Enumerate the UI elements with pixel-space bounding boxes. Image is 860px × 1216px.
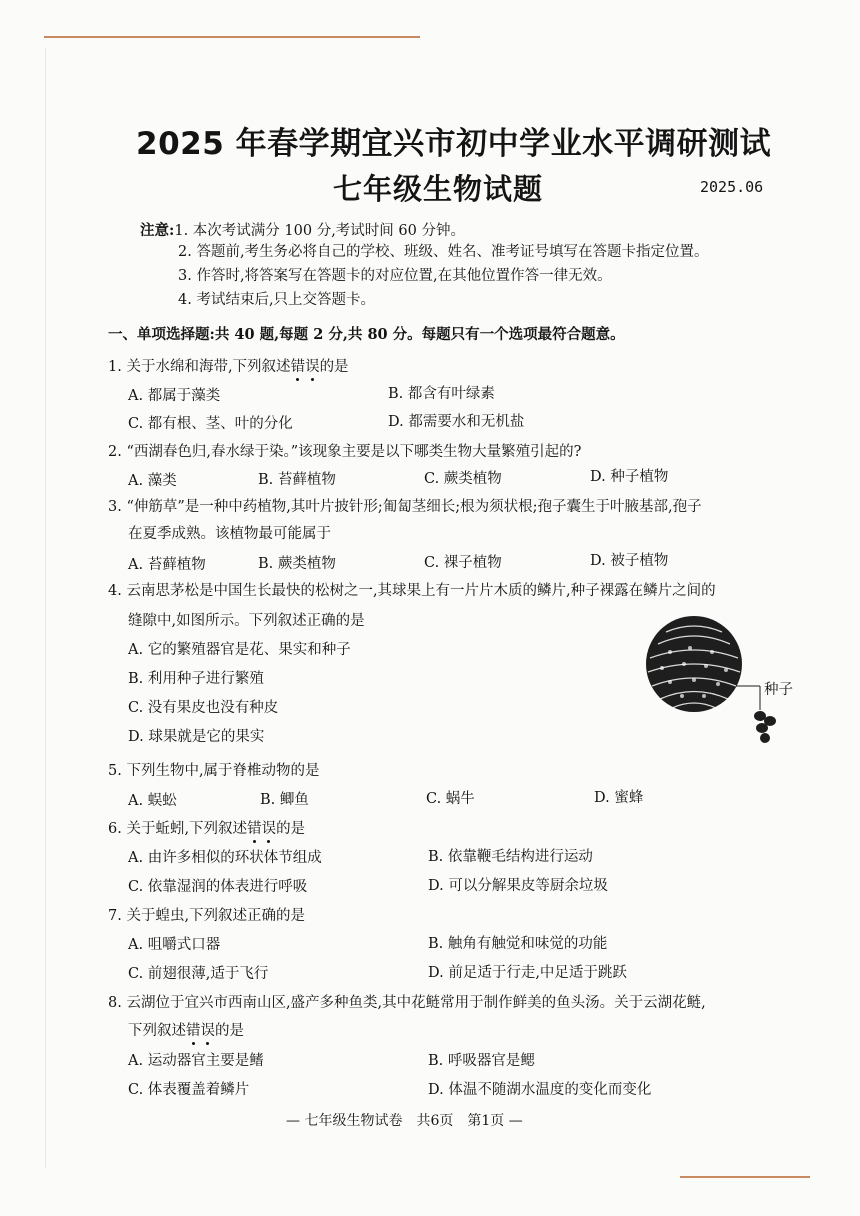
option: D. 被子植物 [590, 553, 669, 569]
figure-label-seed: 种子 [764, 682, 793, 698]
notes-block [140, 219, 465, 240]
question-stem: 6. 关于蚯蚓,下列叙述错误的是 [108, 817, 305, 838]
exam-date: 2025.06 [700, 178, 764, 196]
option: A. 运动器官主要是鳍 [128, 1053, 264, 1069]
option: B. 利用种子进行繁殖 [128, 671, 264, 687]
scan-shadow [45, 48, 46, 1168]
option: B. 依靠鞭毛结构进行运动 [428, 849, 593, 865]
scan-edge-mark [680, 1176, 810, 1178]
note-item: 2. 答题前,考生务必将自己的学校、班级、姓名、准考证号填写在答题卡指定位置。 [178, 244, 709, 260]
option: D. 可以分解果皮等厨余垃圾 [428, 878, 608, 894]
question-stem: 8. 云湖位于宜兴市西南山区,盛产多种鱼类,其中花鲢常用于制作鲜美的鱼头汤。关于云湖花鲢, [108, 995, 706, 1011]
option: C. 没有果皮也没有种皮 [128, 700, 279, 716]
question-stem: 4. 云南思茅松是中国生长最快的松树之一,其球果上有一片片木质的鳞片,种子裸露在鳞片之间的 [108, 583, 716, 599]
option: D. 球果就是它的果实 [128, 729, 265, 745]
question-stem: 1. 关于水绵和海带,下列叙述错误的是 [108, 355, 349, 376]
question-stem-continued: 在夏季成熟。该植物最可能属于 [128, 526, 331, 542]
emphasis-char: 错 [247, 817, 262, 838]
question-stem-continued: 下列叙述错误的是 [128, 1019, 244, 1040]
option: B. 都含有叶绿素 [388, 386, 495, 402]
emphasis-char: 错 [186, 1019, 201, 1040]
option: A. 苔藓植物 [128, 557, 206, 573]
question-stem: 7. 关于蝗虫,下列叙述正确的是 [108, 908, 306, 924]
page-title: 2025 年春学期宜兴市初中学业水平调研测试 [136, 126, 772, 162]
option: D. 体温不随湖水温度的变化而变化 [428, 1082, 652, 1098]
option: B. 蕨类植物 [258, 556, 336, 572]
question-stem: 5. 下列生物中,属于脊椎动物的是 [108, 763, 320, 779]
option: C. 前翅很薄,适于飞行 [128, 966, 269, 982]
question-stem-continued: 缝隙中,如图所示。下列叙述正确的是 [128, 613, 365, 629]
page-footer: — 七年级生物试卷 共6页 第1页 — [286, 1113, 523, 1129]
emphasis-char: 误 [262, 817, 277, 838]
emphasis-char: 误 [201, 1019, 216, 1040]
option: C. 体表覆盖着鳞片 [128, 1082, 250, 1098]
option: A. 蜈蚣 [128, 793, 177, 809]
emphasis-char: 错 [291, 355, 306, 376]
note-item: 4. 考试结束后,只上交答题卡。 [178, 292, 376, 308]
page-subtitle: 七年级生物试题 [333, 172, 544, 206]
option: C. 都有根、茎、叶的分化 [128, 416, 293, 432]
option: B. 鲫鱼 [260, 792, 309, 808]
option: C. 裸子植物 [424, 555, 502, 571]
scan-edge-mark [44, 36, 420, 38]
option: D. 蜜蜂 [594, 790, 644, 806]
note-item: 3. 作答时,将答案写在答题卡的对应位置,在其他位置作答一律无效。 [178, 268, 612, 284]
emphasis-char: 误 [305, 355, 320, 376]
option: B. 触角有触觉和味觉的功能 [428, 936, 608, 952]
option: B. 呼吸器官是鳃 [428, 1053, 535, 1069]
option: A. 它的繁殖器官是花、果实和种子 [128, 642, 351, 658]
notes-label: 注意: [140, 222, 175, 239]
question-stem: 3. “伸筋草”是一种中药植物,其叶片披针形;匍匐茎细长;根为须状根;孢子囊生于叶腋基部,孢子 [108, 499, 702, 515]
option: A. 藻类 [128, 473, 177, 489]
note-item: 1. 本次考试满分 100 分,考试时间 60 分钟。 [174, 223, 465, 239]
option: A. 都属于藻类 [128, 388, 221, 404]
option: C. 蜗牛 [426, 791, 475, 807]
option: C. 蕨类植物 [424, 471, 502, 487]
question-stem: 2. “西湖春色归,春水绿于染。”该现象主要是以下哪类生物大量繁殖引起的? [108, 444, 582, 460]
option: B. 苔藓植物 [258, 472, 336, 488]
section-heading: 一、单项选择题:共 40 题,每题 2 分,共 80 分。每题只有一个选项最符合题意。 [108, 326, 625, 343]
option: A. 咀嚼式口器 [128, 937, 221, 953]
option: D. 前足适于行走,中足适于跳跃 [428, 965, 627, 981]
option: A. 由许多相似的环状体节组成 [128, 850, 322, 866]
option: D. 都需要水和无机盐 [388, 414, 525, 430]
option: C. 依靠湿润的体表进行呼吸 [128, 879, 308, 895]
option: D. 种子植物 [590, 469, 669, 485]
